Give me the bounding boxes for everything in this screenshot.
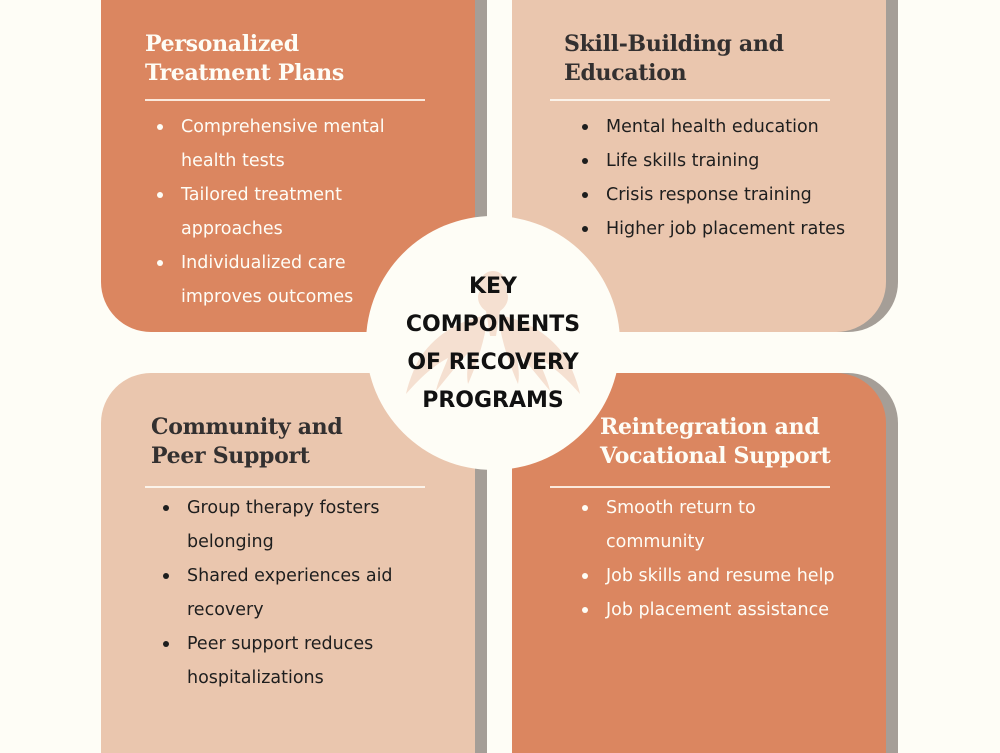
bullet-item: Smooth return to community: [580, 491, 840, 559]
card-title-line: Community and: [151, 414, 343, 440]
card-title-line: Vocational Support: [600, 443, 831, 469]
card-title: [564, 30, 784, 88]
bullet-item: Job skills and resume help: [580, 559, 840, 593]
bullet-list: [580, 110, 850, 246]
bullet-item: Higher job placement rates: [580, 212, 850, 246]
bullet-item: Group therapy fosters belonging: [161, 491, 421, 559]
title-divider: [145, 99, 425, 101]
bullet-item: Life skills training: [580, 144, 850, 178]
bullet-item: Shared experiences aid recovery: [161, 559, 421, 627]
card-title-line: Treatment Plans: [145, 60, 344, 86]
card-title-line: Reintegration and: [600, 414, 820, 440]
title-divider: [145, 486, 425, 488]
bullet-item: Individualized care improves outcomes: [155, 246, 395, 314]
bullet-list: [580, 491, 840, 627]
center-title-line: COMPONENTS: [405, 312, 581, 337]
card-title-line: Skill-Building and: [564, 31, 784, 57]
center-title: [366, 268, 620, 420]
bullet-list: [161, 491, 421, 695]
center-circle: [366, 216, 620, 470]
center-title-line: OF RECOVERY: [407, 350, 579, 375]
card-title-line: Peer Support: [151, 443, 310, 469]
center-title-line: PROGRAMS: [422, 388, 564, 413]
card-title-line: Personalized: [145, 31, 299, 57]
title-divider: [550, 99, 830, 101]
bullet-item: Crisis response training: [580, 178, 850, 212]
center-title-line: KEY: [468, 274, 517, 299]
card-title: [145, 30, 344, 88]
bullet-item: Tailored treatment approaches: [155, 178, 395, 246]
card-title: [600, 413, 831, 471]
bullet-item: Mental health education: [580, 110, 850, 144]
bullet-item: Job placement assistance: [580, 593, 840, 627]
card-title: [151, 413, 342, 471]
bullet-item: Comprehensive mental health tests: [155, 110, 395, 178]
card-title-line: Education: [564, 60, 687, 86]
bullet-list: [155, 110, 395, 314]
title-divider: [550, 486, 830, 488]
bullet-item: Peer support reduces hospitalizations: [161, 627, 421, 695]
